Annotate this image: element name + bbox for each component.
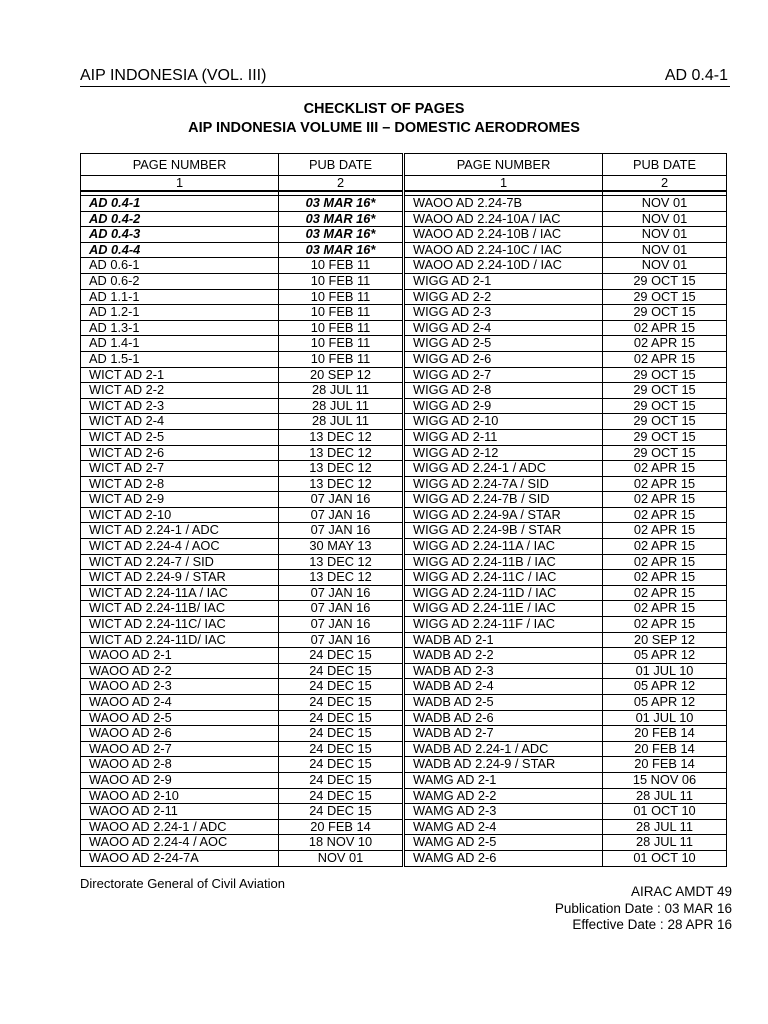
page-number-cell: WAOO AD 2.24-4 / AOC — [81, 835, 279, 851]
table-row — [405, 539, 727, 555]
table-row — [81, 398, 403, 414]
table-row — [81, 679, 403, 695]
page-number-cell: WAOO AD 2-8 — [81, 757, 279, 773]
page-number-cell: WICT AD 2.24-11D/ IAC — [81, 632, 279, 648]
document-header-title: AIP INDONESIA (VOL. III) — [80, 67, 267, 84]
table-row — [81, 476, 403, 492]
pub-date-cell: 02 APR 15 — [603, 476, 727, 492]
pub-date-cell: 10 FEB 11 — [279, 305, 403, 321]
pub-date-cell: 24 DEC 15 — [279, 772, 403, 788]
table-row — [81, 617, 403, 633]
page-number-cell: WIGG AD 2-3 — [405, 305, 603, 321]
table-row — [81, 554, 403, 570]
page-number-cell: WIGG AD 2.24-9B / STAR — [405, 523, 603, 539]
table-row — [405, 804, 727, 820]
pub-date-cell: 29 OCT 15 — [603, 305, 727, 321]
table-row — [405, 383, 727, 399]
table-row — [405, 617, 727, 633]
table-row — [405, 632, 727, 648]
pub-date-cell: 10 FEB 11 — [279, 289, 403, 305]
page-number-cell: WICT AD 2-3 — [81, 398, 279, 414]
pub-date-cell: 24 DEC 15 — [279, 679, 403, 695]
table-row — [405, 570, 727, 586]
page-number-cell: AD 0.4-3 — [81, 227, 279, 243]
pub-date-cell: 02 APR 15 — [603, 336, 727, 352]
document-page-number: AD 0.4-1 — [664, 67, 728, 84]
page-number-cell: WICT AD 2-9 — [81, 492, 279, 508]
page-number-cell: WIGG AD 2-1 — [405, 273, 603, 289]
pub-date-cell: 28 JUL 11 — [279, 414, 403, 430]
table-row — [405, 663, 727, 679]
pub-date-cell: 20 FEB 14 — [279, 819, 403, 835]
page-number-cell: WICT AD 2.24-11C/ IAC — [81, 617, 279, 633]
pub-date-cell: 07 JAN 16 — [279, 632, 403, 648]
page-number-cell: WAMG AD 2-5 — [405, 835, 603, 851]
page-number-cell: AD 1.5-1 — [81, 351, 279, 367]
page-number-cell: WICT AD 2-6 — [81, 445, 279, 461]
pub-date-cell: 02 APR 15 — [603, 601, 727, 617]
header-divider — [80, 86, 730, 87]
checklist-rows-right — [405, 191, 727, 866]
table-row — [81, 211, 403, 227]
page-number-cell: AD 1.2-1 — [81, 305, 279, 321]
pub-date-cell: 18 NOV 10 — [279, 835, 403, 851]
table-row — [81, 788, 403, 804]
page-number-cell: WICT AD 2.24-1 / ADC — [81, 523, 279, 539]
page-number-cell: WAOO AD 2-11 — [81, 804, 279, 820]
page-number-cell: WICT AD 2.24-11A / IAC — [81, 585, 279, 601]
table-row — [81, 367, 403, 383]
pub-date-cell: 02 APR 15 — [603, 539, 727, 555]
page-number-cell: WIGG AD 2-7 — [405, 367, 603, 383]
page-number-cell: WAOO AD 2-1 — [81, 648, 279, 664]
page-number-cell: WICT AD 2.24-7 / SID — [81, 554, 279, 570]
table-row — [81, 695, 403, 711]
pub-date-cell: 07 JAN 16 — [279, 492, 403, 508]
page-number-cell: WICT AD 2.24-4 / AOC — [81, 539, 279, 555]
pub-date-cell: 01 OCT 10 — [603, 804, 727, 820]
pub-date-cell: 24 DEC 15 — [279, 648, 403, 664]
table-row — [81, 726, 403, 742]
page-title: CHECKLIST OF PAGES — [303, 101, 465, 117]
page-number-cell: WAOO AD 2-4 — [81, 695, 279, 711]
table-row — [81, 663, 403, 679]
pub-date-cell: 24 DEC 15 — [279, 695, 403, 711]
table-row — [405, 367, 727, 383]
checklist-table-left — [80, 153, 403, 867]
table-row — [405, 679, 727, 695]
pub-date-cell: 02 APR 15 — [603, 507, 727, 523]
pub-date-cell: 30 MAY 13 — [279, 539, 403, 555]
pub-date-cell: 24 DEC 15 — [279, 663, 403, 679]
pub-date-cell: 07 JAN 16 — [279, 523, 403, 539]
pub-date-cell: 29 OCT 15 — [603, 289, 727, 305]
table-row — [405, 772, 727, 788]
page-number-cell: WIGG AD 2-10 — [405, 414, 603, 430]
pub-date-cell: 07 JAN 16 — [279, 617, 403, 633]
page-number-cell: WIGG AD 2.24-11D / IAC — [405, 585, 603, 601]
table-row — [405, 757, 727, 773]
page-number-cell: WAOO AD 2-10 — [81, 788, 279, 804]
table-row — [405, 695, 727, 711]
table-row — [81, 539, 403, 555]
table-row — [405, 242, 727, 258]
page-number-cell: WADB AD 2-6 — [405, 710, 603, 726]
pub-date-cell: NOV 01 — [603, 258, 727, 274]
pub-date-cell: 29 OCT 15 — [603, 273, 727, 289]
pub-date-cell: 02 APR 15 — [603, 570, 727, 586]
page-number-cell: WADB AD 2.24-1 / ADC — [405, 741, 603, 757]
footer-amendment-info — [555, 884, 732, 934]
table-row — [81, 305, 403, 321]
pub-date-cell: 01 OCT 10 — [603, 850, 727, 866]
page-number-cell: WIGG AD 2-6 — [405, 351, 603, 367]
pub-date-cell: 24 DEC 15 — [279, 788, 403, 804]
table-row — [81, 289, 403, 305]
table-row — [405, 585, 727, 601]
page-number-cell: WIGG AD 2-12 — [405, 445, 603, 461]
pub-date-cell: 13 DEC 12 — [279, 476, 403, 492]
page-number-cell: WAMG AD 2-2 — [405, 788, 603, 804]
page-subtitle: AIP INDONESIA VOLUME III – DOMESTIC AERODROMES — [188, 120, 580, 136]
page-number-cell: WIGG AD 2.24-11C / IAC — [405, 570, 603, 586]
pub-date-cell: 24 DEC 15 — [279, 804, 403, 820]
table-row — [405, 835, 727, 851]
page-number-cell: WICT AD 2-7 — [81, 461, 279, 477]
pub-date-cell: 29 OCT 15 — [603, 414, 727, 430]
pub-date-cell: NOV 01 — [603, 196, 727, 212]
pub-date-cell: 02 APR 15 — [603, 461, 727, 477]
pub-date-cell: 05 APR 12 — [603, 648, 727, 664]
pub-date-cell: 28 JUL 11 — [279, 398, 403, 414]
pub-date-cell: 02 APR 15 — [603, 585, 727, 601]
table-row — [81, 196, 403, 212]
page-number-cell: WIGG AD 2-11 — [405, 429, 603, 445]
page-number-cell: WAMG AD 2-6 — [405, 850, 603, 866]
pub-date-cell: 24 DEC 15 — [279, 757, 403, 773]
column-header-page-number: PAGE NUMBER — [405, 154, 603, 176]
checklist-table-right — [404, 153, 727, 867]
pub-date-cell: 02 APR 15 — [603, 523, 727, 539]
table-row — [81, 461, 403, 477]
pub-date-cell: 03 MAR 16* — [279, 227, 403, 243]
table-row — [81, 414, 403, 430]
table-row — [81, 835, 403, 851]
checklist-rows-left — [81, 191, 403, 866]
pub-date-cell: 28 JUL 11 — [603, 788, 727, 804]
page-number-cell: WICT AD 2-2 — [81, 383, 279, 399]
pub-date-cell: 24 DEC 15 — [279, 710, 403, 726]
page-number-cell: WAOO AD 2-9 — [81, 772, 279, 788]
table-row — [405, 414, 727, 430]
table-row — [405, 476, 727, 492]
page-number-cell: WADB AD 2-4 — [405, 679, 603, 695]
table-row — [81, 320, 403, 336]
pub-date-cell: 01 JUL 10 — [603, 663, 727, 679]
page-number-cell: AD 1.3-1 — [81, 320, 279, 336]
pub-date-cell: 13 DEC 12 — [279, 461, 403, 477]
table-row — [81, 523, 403, 539]
pub-date-cell: 10 FEB 11 — [279, 258, 403, 274]
table-row — [405, 227, 727, 243]
table-row — [405, 445, 727, 461]
pub-date-cell: 29 OCT 15 — [603, 367, 727, 383]
table-row — [405, 273, 727, 289]
pub-date-cell: 02 APR 15 — [603, 492, 727, 508]
column-header-pub-date: PUB DATE — [603, 154, 727, 176]
table-row — [405, 461, 727, 477]
page-number-cell: WIGG AD 2.24-9A / STAR — [405, 507, 603, 523]
page-number-cell: WIGG AD 2.24-11E / IAC — [405, 601, 603, 617]
table-row — [81, 227, 403, 243]
table-row — [405, 601, 727, 617]
table-row — [81, 351, 403, 367]
pub-date-cell: NOV 01 — [603, 211, 727, 227]
pub-date-cell: 20 SEP 12 — [603, 632, 727, 648]
table-row — [81, 819, 403, 835]
pub-date-cell: 20 FEB 14 — [603, 741, 727, 757]
pub-date-cell: 29 OCT 15 — [603, 429, 727, 445]
page-number-cell: WICT AD 2-1 — [81, 367, 279, 383]
page-number-cell: WAOO AD 2-3 — [81, 679, 279, 695]
page-number-cell: WADB AD 2-1 — [405, 632, 603, 648]
page-number-cell: WADB AD 2-7 — [405, 726, 603, 742]
table-row — [81, 492, 403, 508]
pub-date-cell: NOV 01 — [603, 242, 727, 258]
pub-date-cell: 20 FEB 14 — [603, 757, 727, 773]
table-row — [405, 819, 727, 835]
table-row — [405, 258, 727, 274]
table-row — [81, 632, 403, 648]
table-row — [405, 305, 727, 321]
table-row — [81, 429, 403, 445]
table-row — [81, 570, 403, 586]
page-number-cell: WICT AD 2.24-9 / STAR — [81, 570, 279, 586]
column-header-pub-date: PUB DATE — [279, 154, 403, 176]
table-row — [81, 772, 403, 788]
pub-date-cell: 10 FEB 11 — [279, 336, 403, 352]
table-row — [405, 211, 727, 227]
table-row — [405, 507, 727, 523]
page-number-cell: WIGG AD 2.24-11A / IAC — [405, 539, 603, 555]
pub-date-cell: 24 DEC 15 — [279, 741, 403, 757]
column-index-2: 2 — [603, 176, 727, 192]
pub-date-cell: 02 APR 15 — [603, 554, 727, 570]
page-number-cell: WAOO AD 2.24-7B — [405, 196, 603, 212]
table-row — [405, 398, 727, 414]
page-number-cell: WIGG AD 2.24-11B / IAC — [405, 554, 603, 570]
page-number-cell: WICT AD 2-8 — [81, 476, 279, 492]
page-number-cell: WAOO AD 2-24-7A — [81, 850, 279, 866]
page-number-cell: WIGG AD 2.24-7B / SID — [405, 492, 603, 508]
page-number-cell: WAOO AD 2-6 — [81, 726, 279, 742]
table-row — [405, 289, 727, 305]
publication-date: Publication Date : 03 MAR 16 — [554, 900, 732, 916]
page-number-cell: AD 1.1-1 — [81, 289, 279, 305]
pub-date-cell: 20 FEB 14 — [603, 726, 727, 742]
pub-date-cell: 24 DEC 15 — [279, 726, 403, 742]
pub-date-cell: 28 JUL 11 — [603, 819, 727, 835]
page-number-cell: WIGG AD 2.24-11F / IAC — [405, 617, 603, 633]
page-number-cell: WADB AD 2-2 — [405, 648, 603, 664]
table-row — [81, 445, 403, 461]
page-number-cell: WIGG AD 2-5 — [405, 336, 603, 352]
column-index-2: 2 — [279, 176, 403, 192]
page-number-cell: WIGG AD 2.24-1 / ADC — [405, 461, 603, 477]
effective-date: Effective Date : 28 APR 16 — [572, 917, 732, 932]
table-row — [81, 648, 403, 664]
pub-date-cell: 02 APR 15 — [603, 617, 727, 633]
column-header-page-number: PAGE NUMBER — [81, 154, 279, 176]
pub-date-cell: 03 MAR 16* — [279, 196, 403, 212]
column-index-1: 1 — [81, 176, 279, 192]
table-row — [405, 726, 727, 742]
page-number-cell: WAOO AD 2-5 — [81, 710, 279, 726]
page-number-cell: AD 0.6-1 — [81, 258, 279, 274]
page-number-cell: WAOO AD 2-2 — [81, 663, 279, 679]
table-row — [405, 523, 727, 539]
table-row — [81, 850, 403, 866]
pub-date-cell: 13 DEC 12 — [279, 570, 403, 586]
page-number-cell: WIGG AD 2-4 — [405, 320, 603, 336]
table-row — [81, 757, 403, 773]
page-number-cell: AD 0.4-4 — [81, 242, 279, 258]
table-row — [405, 336, 727, 352]
pub-date-cell: 10 FEB 11 — [279, 320, 403, 336]
table-row — [81, 804, 403, 820]
pub-date-cell: 03 MAR 16* — [279, 242, 403, 258]
pub-date-cell: 02 APR 15 — [603, 351, 727, 367]
page-number-cell: WAMG AD 2-4 — [405, 819, 603, 835]
page-number-cell: WAOO AD 2.24-1 / ADC — [81, 819, 279, 835]
table-row — [81, 507, 403, 523]
table-row — [405, 196, 727, 212]
pub-date-cell: 28 JUL 11 — [279, 383, 403, 399]
table-row — [405, 648, 727, 664]
table-row — [81, 383, 403, 399]
page-number-cell: WIGG AD 2-8 — [405, 383, 603, 399]
table-row — [81, 242, 403, 258]
page-number-cell: WAOO AD 2.24-10C / IAC — [405, 242, 603, 258]
page-number-cell: WIGG AD 2-9 — [405, 398, 603, 414]
page-number-cell: WIGG AD 2-2 — [405, 289, 603, 305]
page-number-cell: WAOO AD 2.24-10D / IAC — [405, 258, 603, 274]
pub-date-cell: 28 JUL 11 — [603, 835, 727, 851]
page-number-cell: WADB AD 2-3 — [405, 663, 603, 679]
table-row — [405, 788, 727, 804]
pub-date-cell: 01 JUL 10 — [603, 710, 727, 726]
page-number-cell: WIGG AD 2.24-7A / SID — [405, 476, 603, 492]
page-number-cell: WAOO AD 2.24-10A / IAC — [405, 211, 603, 227]
page-number-cell: WADB AD 2.24-9 / STAR — [405, 757, 603, 773]
airac-amendment: AIRAC AMDT 49 — [630, 884, 732, 899]
pub-date-cell: 13 DEC 12 — [279, 554, 403, 570]
table-row — [81, 585, 403, 601]
pub-date-cell: 05 APR 12 — [603, 679, 727, 695]
pub-date-cell: 07 JAN 16 — [279, 601, 403, 617]
footer-organization: Directorate General of Civil Aviation — [80, 876, 285, 891]
table-row — [405, 850, 727, 866]
pub-date-cell: NOV 01 — [603, 227, 727, 243]
pub-date-cell: 07 JAN 16 — [279, 507, 403, 523]
table-row — [81, 258, 403, 274]
table-row — [405, 429, 727, 445]
table-row — [81, 336, 403, 352]
column-index-1: 1 — [405, 176, 603, 192]
table-row — [81, 710, 403, 726]
page-number-cell: WADB AD 2-5 — [405, 695, 603, 711]
page-number-cell: AD 0.6-2 — [81, 273, 279, 289]
page-number-cell: WAMG AD 2-1 — [405, 772, 603, 788]
pub-date-cell: NOV 01 — [279, 850, 403, 866]
pub-date-cell: 20 SEP 12 — [279, 367, 403, 383]
pub-date-cell: 13 DEC 12 — [279, 429, 403, 445]
page-number-cell: WICT AD 2-5 — [81, 429, 279, 445]
table-row — [405, 741, 727, 757]
page-number-cell: AD 1.4-1 — [81, 336, 279, 352]
table-row — [81, 741, 403, 757]
page-number-cell: WICT AD 2.24-11B/ IAC — [81, 601, 279, 617]
table-row — [405, 554, 727, 570]
pub-date-cell: 02 APR 15 — [603, 320, 727, 336]
page-number-cell: WICT AD 2-4 — [81, 414, 279, 430]
pub-date-cell: 03 MAR 16* — [279, 211, 403, 227]
table-row — [405, 492, 727, 508]
pub-date-cell: 10 FEB 11 — [279, 351, 403, 367]
page-number-cell: WAMG AD 2-3 — [405, 804, 603, 820]
table-row — [405, 710, 727, 726]
pub-date-cell: 07 JAN 16 — [279, 585, 403, 601]
pub-date-cell: 13 DEC 12 — [279, 445, 403, 461]
pub-date-cell: 29 OCT 15 — [603, 445, 727, 461]
page-number-cell: WICT AD 2-10 — [81, 507, 279, 523]
table-row — [81, 273, 403, 289]
table-row — [81, 601, 403, 617]
pub-date-cell: 05 APR 12 — [603, 695, 727, 711]
page-number-cell: WAOO AD 2-7 — [81, 741, 279, 757]
pub-date-cell: 10 FEB 11 — [279, 273, 403, 289]
pub-date-cell: 29 OCT 15 — [603, 383, 727, 399]
pub-date-cell: 29 OCT 15 — [603, 398, 727, 414]
page-number-cell: AD 0.4-2 — [81, 211, 279, 227]
page-number-cell: AD 0.4-1 — [81, 196, 279, 212]
table-row — [405, 320, 727, 336]
pub-date-cell: 15 NOV 06 — [603, 772, 727, 788]
table-row — [405, 351, 727, 367]
page-number-cell: WAOO AD 2.24-10B / IAC — [405, 227, 603, 243]
